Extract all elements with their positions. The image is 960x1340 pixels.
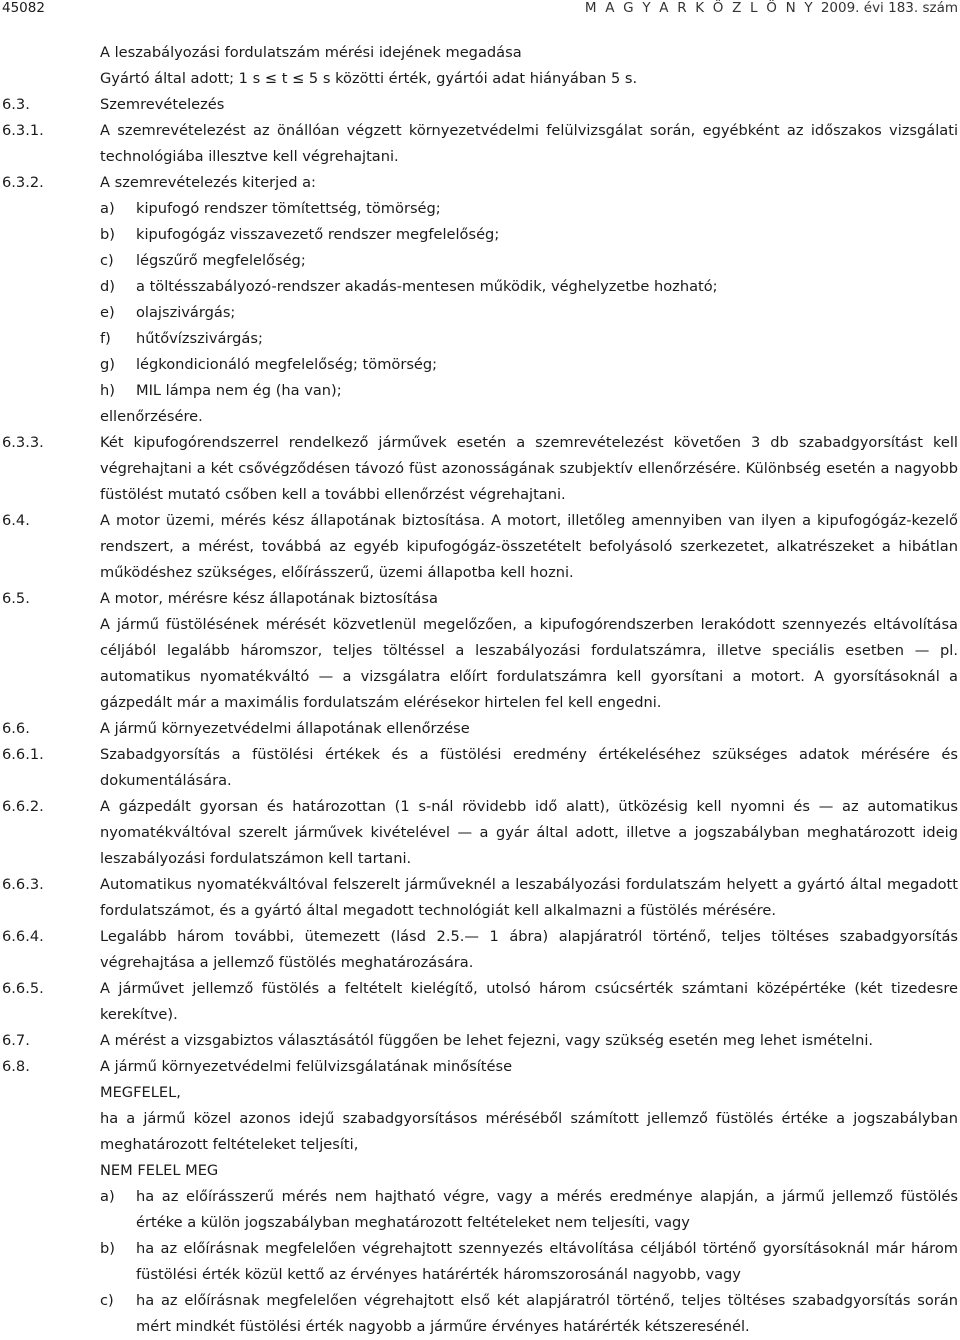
section-number: 6.6. — [2, 720, 30, 737]
page-header — [0, 0, 960, 16]
section-number: 6.3.3. — [2, 434, 44, 451]
intro-line-1: A leszabályozási fordulatszám mérési idejének megadása — [100, 44, 522, 61]
issue-label: 2009. évi 183. szám — [820, 0, 958, 16]
journal-issue — [585, 0, 958, 16]
section-title: A jármű környezetvédelmi felülvizsgálatának minősítése — [100, 1058, 513, 1075]
section-number: 6.3.1. — [2, 122, 44, 139]
section-text: A motor üzemi, mérés kész állapotának biztosítása. A motort, illetőleg amennyiben van ilyen a kipufogógáz-kezelő rendszert, a mérést, továbbá az egyéb kipufogógáz-összetételt befolyásoló szerkezetet, alkatrészeket a hibátlan működéshez szükséges, előírásszerű, üzemi állapotba kell hozni. — [100, 512, 958, 581]
section-text: Automatikus nyomatékváltóval felszerelt járműveknél a leszabályozási fordulatszám helyett a gyártó által megadott fordulatszámot, és a gyártó által megadott technológiát kell alkalmazni a füstölés mérésére. — [100, 876, 958, 919]
list-item: b) kipufogógáz visszavezető rendszer megfelelőség; — [100, 226, 500, 243]
section-6-6-3 — [0, 872, 958, 924]
section-tail: ellenőrzésére. — [100, 408, 203, 425]
section-number: 6.6.5. — [2, 980, 44, 997]
section-text: Két kipufogórendszerrel rendelkező járművek esetén a szemrevételezést követően 3 db szabadgyorsítást kell végrehajtani a két csővégződésen távozó füst azonosságának szubjektív ellenőrzésére. Különbség esetén a nagyobb füstölést mutató csőben kell a további ellenőrzést végrehajtani. — [100, 434, 958, 503]
section-number: 6.8. — [2, 1058, 30, 1075]
list-item: d) a töltésszabályozó-rendszer akadás-mentesen működik, véghelyzetbe hozható; — [100, 278, 718, 295]
section-text: A járművet jellemző füstölés a feltételt kielégítő, utolsó három csúcsérték számtani középértéke (két tizedesre kerekítve). — [100, 980, 958, 1023]
section-number: 6.6.2. — [2, 798, 44, 815]
section-number: 6.3. — [2, 96, 30, 113]
list-item: e) olajszivárgás; — [100, 304, 236, 321]
section-6-3-1 — [0, 118, 958, 170]
section-number: 6.5. — [2, 590, 30, 607]
section-6-6 — [0, 716, 958, 742]
section-6-6-4 — [0, 924, 958, 976]
document-body — [0, 40, 958, 1340]
section-6-4 — [0, 508, 958, 586]
intro-line-2: Gyártó által adott; 1 s ≤ t ≤ 5 s közötti érték, gyártói adat hiányában 5 s. — [100, 70, 638, 87]
list-item: f) hűtővízszivárgás; — [100, 330, 263, 347]
list-item: c) ha az előírásnak megfelelően végrehajtott első két alapjáratról történő, teljes töltéses szabadgyorsítás során mért mindkét füstölési érték nagyobb a járműre érvényes határérték kétszeresénél. — [100, 1292, 958, 1335]
pass-text: ha a jármű közel azonos idejű szabadgyorsításos méréséből számított jellemző füstölés értéke a jogszabályban meghatározott feltételeket teljesíti, — [100, 1110, 958, 1153]
section-text: A jármű füstölésének mérését közvetlenül megelőzően, a kipufogórendszerben lerakódott szennyezés eltávolítása céljából legalább háromszor, teljes töltéssel a leszabályozási fordulatszámra, illetve speciális esetben — pl. automatikus nyomatékváltó — a vizsgálatra előírt fordulatszámra kell gyorsítani a motort. A gyorsításoknál a gázpedált már a maximális fordulatszám elérésekor hirtelen fel kell engedni. — [100, 616, 958, 711]
section-6-5 — [0, 586, 958, 716]
section-6-3-2 — [0, 170, 958, 430]
section-text: Legalább három további, ütemezett (lásd 2.5.— 1 ábra) alapjáratról történő, teljes töltéses szabadgyorsítás végrehajtása a jellemző füstölés meghatározására. — [100, 928, 958, 971]
section-title: A motor, mérésre kész állapotának biztosítása — [100, 590, 438, 607]
section-6-8 — [0, 1054, 958, 1340]
section-number: 6.4. — [2, 512, 30, 529]
section-number: 6.7. — [2, 1032, 30, 1049]
section-6-6-5 — [0, 976, 958, 1028]
section-text: A mérést a vizsgabiztos választásától függően be lehet fejezni, vagy szükség esetén meg lehet ismételni. — [100, 1032, 874, 1049]
section-text: A gázpedált gyorsan és határozottan (1 s-nál rövidebb idő alatt), ütközésig kell nyomni és — az automatikus nyomatékváltóval szerelt járművek kivételével — a gyár által adott, illetve a jogszabályban meghatározott ideig leszabályozási fordulatszámon kell tartani. — [100, 798, 958, 867]
section-6-3-3 — [0, 430, 958, 508]
list-item: a) kipufogó rendszer tömítettség, tömörség; — [100, 200, 441, 217]
section-6-6-2 — [0, 794, 958, 872]
section-lead: A szemrevételezés kiterjed a: — [100, 174, 316, 191]
section-number: 6.6.4. — [2, 928, 44, 945]
section-6-3 — [0, 92, 958, 118]
fail-label: NEM FELEL MEG — [100, 1162, 219, 1179]
section-6-6-1 — [0, 742, 958, 794]
section-title: Szemrevételezés — [100, 96, 225, 113]
section-title: A jármű környezetvédelmi állapotának ellenőrzése — [100, 720, 470, 737]
section-number: 6.3.2. — [2, 174, 44, 191]
page-number: 45082 — [2, 0, 45, 16]
section-text: A szemrevételezést az önállóan végzett környezetvédelmi felülvizsgálat során, egyébként az időszakos vizsgálati technológiába illesztve kell végrehajtani. — [100, 122, 958, 165]
pass-label: MEGFELEL, — [100, 1084, 181, 1101]
journal-title: M A G Y A R K Ö Z L Ö N Y — [584, 0, 815, 16]
list-item: g) légkondicionáló megfelelőség; tömörség; — [100, 356, 438, 373]
section-text: Szabadgyorsítás a füstölési értékek és a füstölési eredmény értékeléséhez szükséges adatok mérésére és dokumentálására. — [100, 746, 958, 789]
list-item: b) ha az előírásnak megfelelően végrehajtott szennyezés eltávolítása céljából történő gyorsításoknál már három füstölési érték közül kettő az érvényes határérték háromszorosánál nagyobb, vagy — [100, 1240, 958, 1283]
section-6-7 — [0, 1028, 958, 1054]
section-number: 6.6.3. — [2, 876, 44, 893]
list-item: c) légszűrő megfelelőség; — [100, 252, 306, 269]
list-item: a) ha az előírásszerű mérés nem hajtható végre, vagy a mérés eredménye alapján, a jármű jellemző füstölés értéke a külön jogszabályban meghatározott feltételeket nem teljesíti, vagy — [100, 1188, 958, 1231]
section-number: 6.6.1. — [2, 746, 44, 763]
list-item: h) MIL lámpa nem ég (ha van); — [100, 382, 342, 399]
